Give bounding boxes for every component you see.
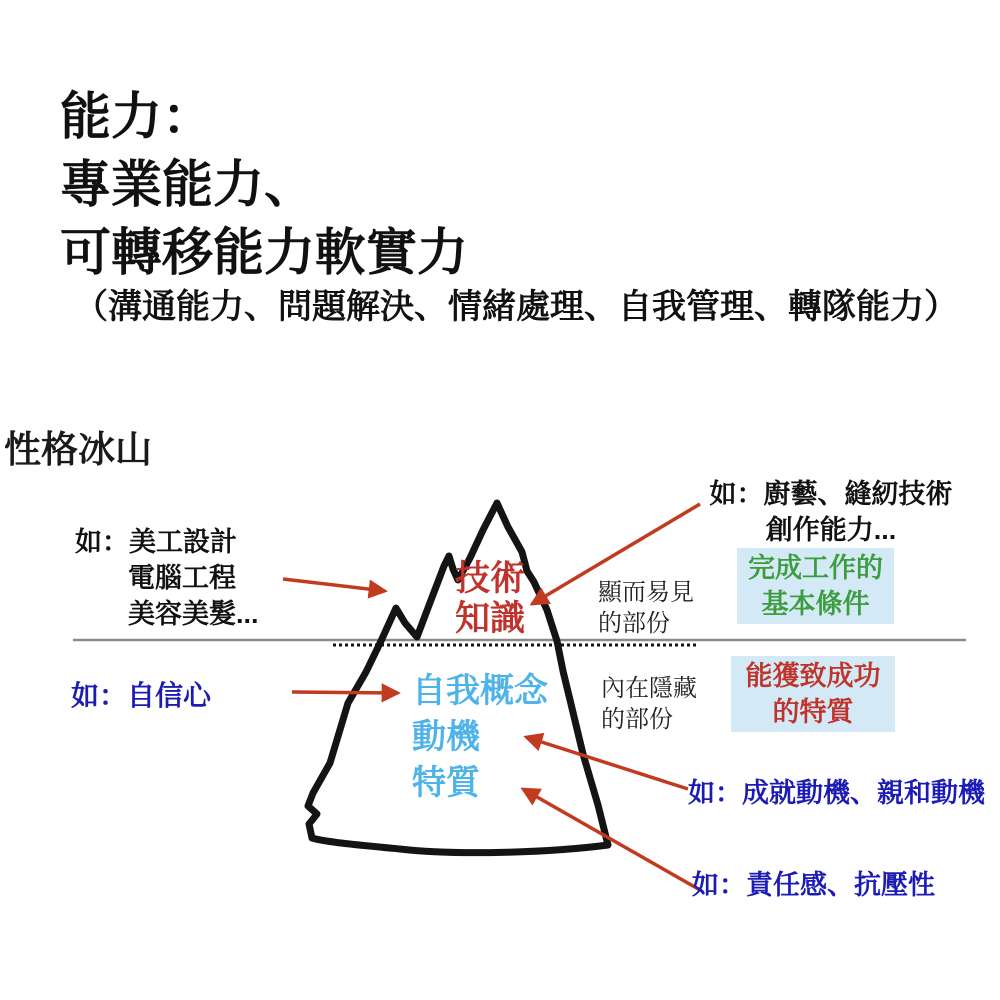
basic-condition-line-2: 基本條件	[761, 589, 870, 619]
arrow-left-examples-to-peak	[283, 579, 385, 591]
hidden-part-label	[601, 673, 697, 735]
left-examples-line-1: 如：美工設計	[75, 527, 237, 557]
visible-part-line-2: 的部份	[598, 610, 670, 637]
success-trait-box	[731, 656, 895, 732]
iceberg-below-water-label	[412, 668, 548, 806]
arrow-motives-to-motivation	[526, 737, 688, 789]
title-subline: （溝通能力、問題解決、情緒處理、自我管理、轉隊能力）	[74, 289, 958, 326]
success-trait-line-2: 的特質	[772, 697, 854, 727]
right-examples-line-2: 創作能力...	[765, 515, 897, 545]
motives-example-label: 如：成就動機、親和動機	[688, 778, 985, 808]
visible-part-line-1: 顯而易見	[598, 579, 694, 606]
arrow-traits-to-trait	[523, 789, 700, 890]
basic-condition-box	[737, 548, 894, 624]
right-examples-label	[700, 476, 962, 548]
left-examples-line-2: 電腦工程	[128, 563, 236, 593]
knowledge-line: 知識	[454, 599, 525, 638]
title-line-2: 專業能力、	[60, 158, 316, 214]
trait-line: 特質	[412, 764, 480, 802]
title-line-3: 可轉移能力軟實力	[60, 226, 469, 282]
right-examples-line-1: 如：廚藝、縫紉技術	[709, 479, 953, 509]
tech-line: 技術	[454, 559, 525, 598]
hidden-part-line-2: 的部份	[601, 706, 673, 733]
section-heading: 性格冰山	[4, 429, 152, 470]
motivation-line: 動機	[412, 718, 480, 756]
basic-condition-line-1: 完成工作的	[748, 553, 883, 583]
left-confidence-label: 如：自信心	[71, 680, 212, 711]
success-trait-line-1: 能獲致成功	[745, 661, 881, 691]
title-line-1: 能力：	[60, 90, 214, 146]
traits-example-label: 如：責任感、抗壓性	[692, 870, 935, 900]
self-concept-line: 自我概念	[412, 672, 548, 710]
arrow-confidence-to-selfconcept	[292, 692, 398, 693]
left-examples-line-3: 美容美髮...	[128, 599, 259, 629]
visible-part-label	[598, 577, 694, 639]
hidden-part-line-1: 內在隱藏	[601, 675, 697, 702]
iceberg-above-water-label	[428, 559, 552, 639]
